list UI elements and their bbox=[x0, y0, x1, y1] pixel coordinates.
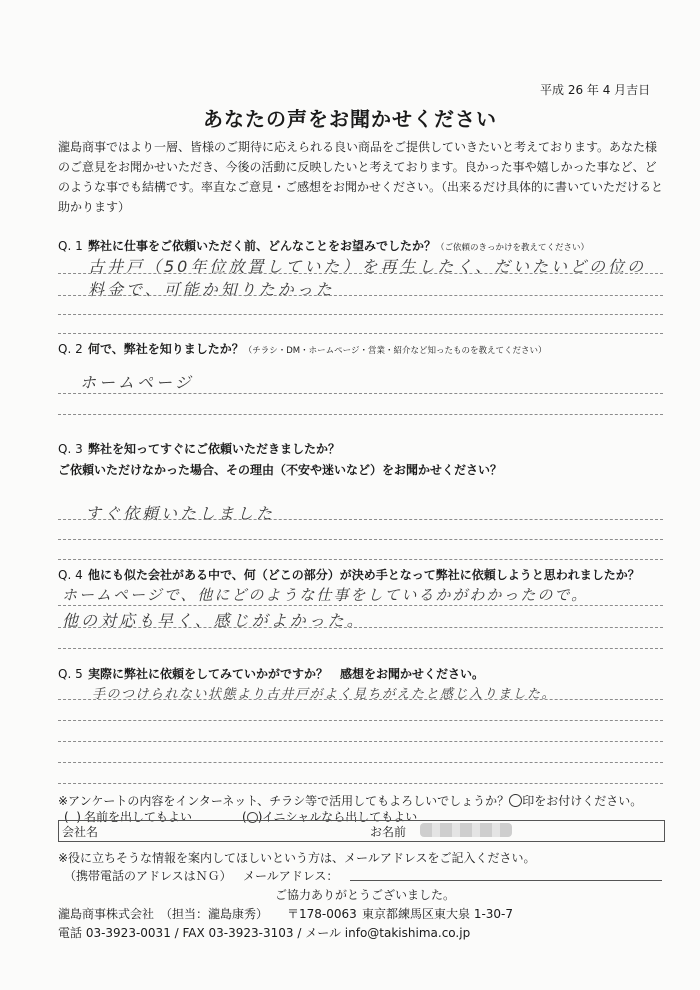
question-number: Q. 3 bbox=[58, 442, 83, 456]
handwritten-answer: 古井戸（50年位放置していた）を再生したく、だいたいどの位の bbox=[88, 257, 647, 276]
handwritten-answer: 他の対応も早く、感じがよかった。 bbox=[62, 611, 366, 630]
address: 東京都練馬区東大泉 1-30-7 bbox=[362, 907, 514, 921]
email-label: メールアドレス： bbox=[243, 869, 339, 883]
question-5 bbox=[58, 665, 484, 682]
page-title: あなたの声をお聞かせください bbox=[203, 107, 497, 131]
question-number: Q. 4 bbox=[58, 568, 83, 582]
question-number: Q. 1 bbox=[58, 239, 83, 253]
checkbox-parens: ( ) bbox=[64, 810, 81, 824]
handwritten-answer: 料金で、可能か知りたかった bbox=[88, 280, 335, 299]
question-number: Q. 5 bbox=[58, 667, 83, 681]
handwritten-answer: ホームページ bbox=[80, 373, 194, 392]
question-text: 弊社に仕事をご依頼いただく前、どんなことをお望みでしたか？ bbox=[88, 239, 437, 253]
option-name-ok[interactable]: ( ) 名前を出してもよい bbox=[64, 810, 193, 824]
postal-code: 〒178-0063 bbox=[287, 907, 357, 921]
contact-person: （担当：瀧島康秀） bbox=[160, 907, 269, 921]
option-initials-ok[interactable]: ( )イニシャルなら出してもよい bbox=[242, 810, 418, 824]
question-3-subtext: ご依頼いただけなかった場合、その理由（不安や迷いなど）をお聞かせください？ bbox=[58, 463, 503, 477]
name-label: お名前 bbox=[370, 825, 407, 839]
phone-fax-email: 電話 03-3923-0031 / FAX 03-3923-3103 / メール info@takishima.co.jp bbox=[58, 926, 471, 940]
question-3 bbox=[58, 440, 340, 457]
question-note: （チラシ・DM・ホームページ・営業・紹介など知ったものを教えてください） bbox=[243, 346, 547, 356]
thanks-message: ご協力ありがとうございました。 bbox=[275, 888, 456, 902]
redacted-name bbox=[420, 823, 512, 837]
handwritten-answer: ホームページで、他にどのような仕事をしているかがわかったので。 bbox=[62, 586, 589, 604]
question-text: 実際に弊社に依頼をしてみていかがですか？ 感想をお聞かせください。 bbox=[88, 667, 485, 681]
consent-question: ※アンケートの内容をインターネット、チラシ等で活用してもよろしいでしょうか？ 印をお付けください。 bbox=[58, 794, 643, 808]
checkbox-parens: ( ) bbox=[242, 810, 263, 824]
handwritten-answer: 手のつけられない状態より古井戸がよく見ちがえたと感じ入りました。 bbox=[92, 687, 557, 702]
company-name-box bbox=[58, 820, 665, 842]
question-text: 他にも似た会社がある中で、何（どこの部分）が決め手となって弊社に依頼しようと思われましたか？ bbox=[88, 568, 640, 582]
question-4 bbox=[58, 566, 640, 583]
mobile-note: （携帯電話のアドレスはＮＧ） bbox=[64, 869, 232, 883]
issue-date: 平成 26 年 4 月吉日 bbox=[540, 83, 651, 97]
handwritten-answer: すぐ依頼いたしました bbox=[85, 504, 276, 523]
question-note: （ご依頼のきっかけを教えてください） bbox=[436, 243, 590, 253]
question-1 bbox=[58, 237, 589, 254]
question-text: 何で、弊社を知りましたか？ bbox=[88, 342, 244, 356]
company-label: 会社名 bbox=[62, 825, 99, 839]
email-request: ※役に立ちそうな情報を案内してほしいという方は、メールアドレスをご記入ください。 bbox=[58, 851, 536, 865]
email-field[interactable] bbox=[350, 880, 662, 881]
intro-paragraph: 瀧島商事ではより一層、皆様のご期待に応えられる良い商品をご提供していきたいと考えております。あなた様のご意見をお聞かせいただき、今後の活動に反映したいと考えております。良かった事や嬉しかった事など、どのような事でも結構です。率直なご意見・ご感想をお聞かせください。（出来るだけ具体的に書いていただけると助かります） bbox=[58, 140, 664, 214]
circle-mark-icon bbox=[509, 794, 522, 807]
question-text: 弊社を知ってすぐにご依頼いただきましたか？ bbox=[88, 442, 341, 456]
question-2 bbox=[58, 340, 546, 357]
company-name: 瀧島商事株式会社 bbox=[58, 907, 155, 921]
question-number: Q. 2 bbox=[58, 342, 83, 356]
